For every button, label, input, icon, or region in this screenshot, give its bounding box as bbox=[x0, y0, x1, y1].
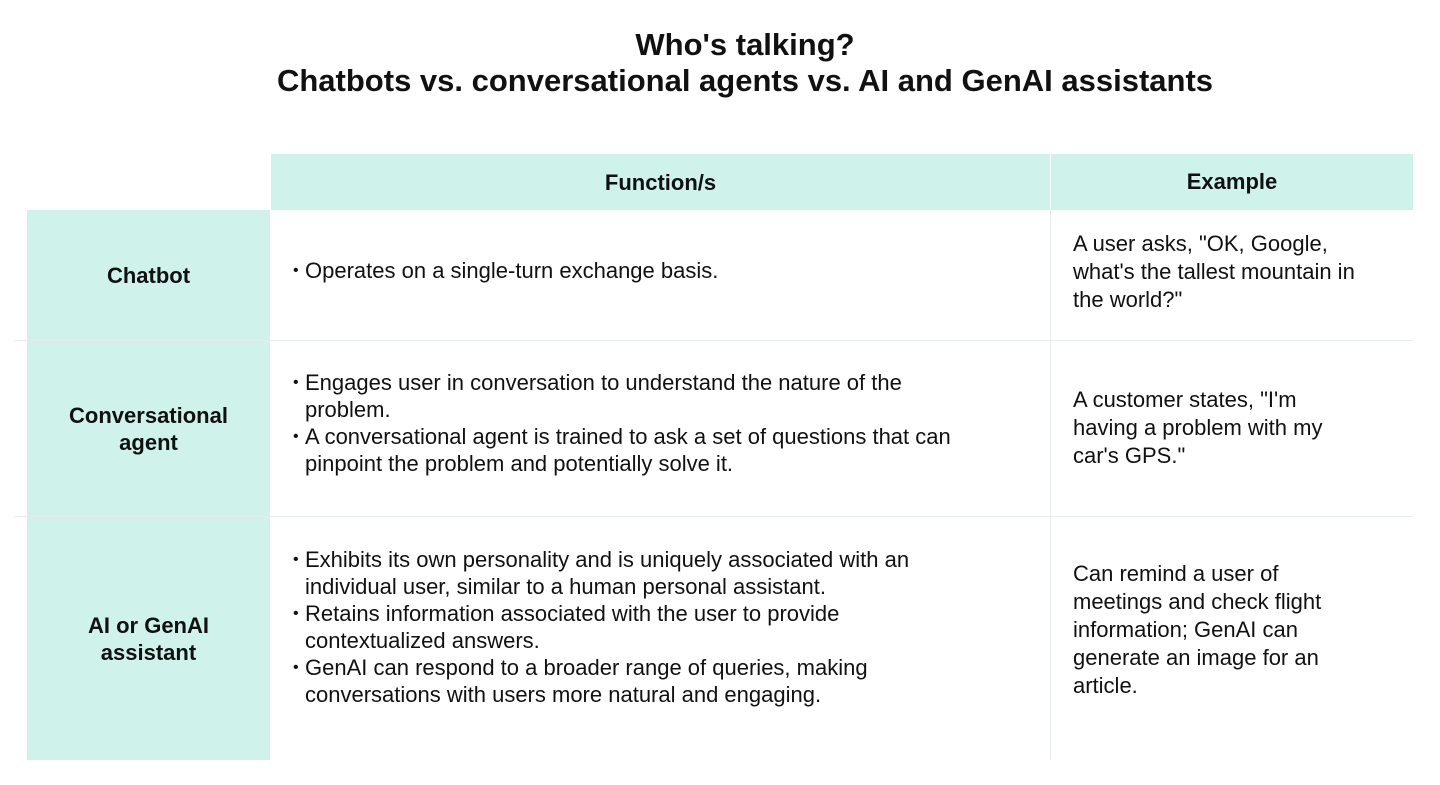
example-cell-ai-assistant: Can remind a user of meetings and check flight information; GenAI can generate an image for an article. bbox=[1073, 561, 1322, 698]
row-label-ai-assistant: AI or GenAI assistant bbox=[27, 517, 270, 760]
row-label-chatbot: Chatbot bbox=[27, 210, 270, 340]
example-cell-chatbot: A user asks, "OK, Google, what's the tallest mountain in the world?" bbox=[1073, 231, 1355, 312]
page-subtitle: Chatbots vs. conversational agents vs. AI and GenAI assistants bbox=[276, 63, 1214, 98]
function-item: • Retains information associated with the user to provide contextualized answers. bbox=[293, 600, 953, 654]
function-cell-ai-assistant bbox=[293, 546, 953, 708]
page-title: Who's talking? bbox=[635, 27, 855, 62]
function-cell-conversational-agent bbox=[293, 369, 983, 477]
function-item: • Exhibits its own personality and is uniquely associated with an individual user, similar to a human personal assistant. bbox=[293, 546, 953, 600]
example-cell-conversational-agent: A customer states, "I'm having a problem with my car's GPS." bbox=[1073, 387, 1323, 468]
function-item: • Engages user in conversation to understand the nature of the problem. bbox=[293, 369, 983, 423]
column-divider bbox=[1050, 210, 1051, 760]
row-label-conversational-agent: Conversational agent bbox=[27, 341, 270, 516]
function-cell-chatbot bbox=[293, 257, 1033, 284]
header-function: Function/s bbox=[271, 154, 1050, 210]
header-example: Example bbox=[1051, 154, 1413, 210]
function-item: • Operates on a single-turn exchange basis. bbox=[293, 257, 1033, 284]
function-item: • A conversational agent is trained to ask a set of questions that can pinpoint the problem and potentially solve it. bbox=[293, 423, 983, 477]
function-item: • GenAI can respond to a broader range of queries, making conversations with users more natural and engaging. bbox=[293, 654, 953, 708]
